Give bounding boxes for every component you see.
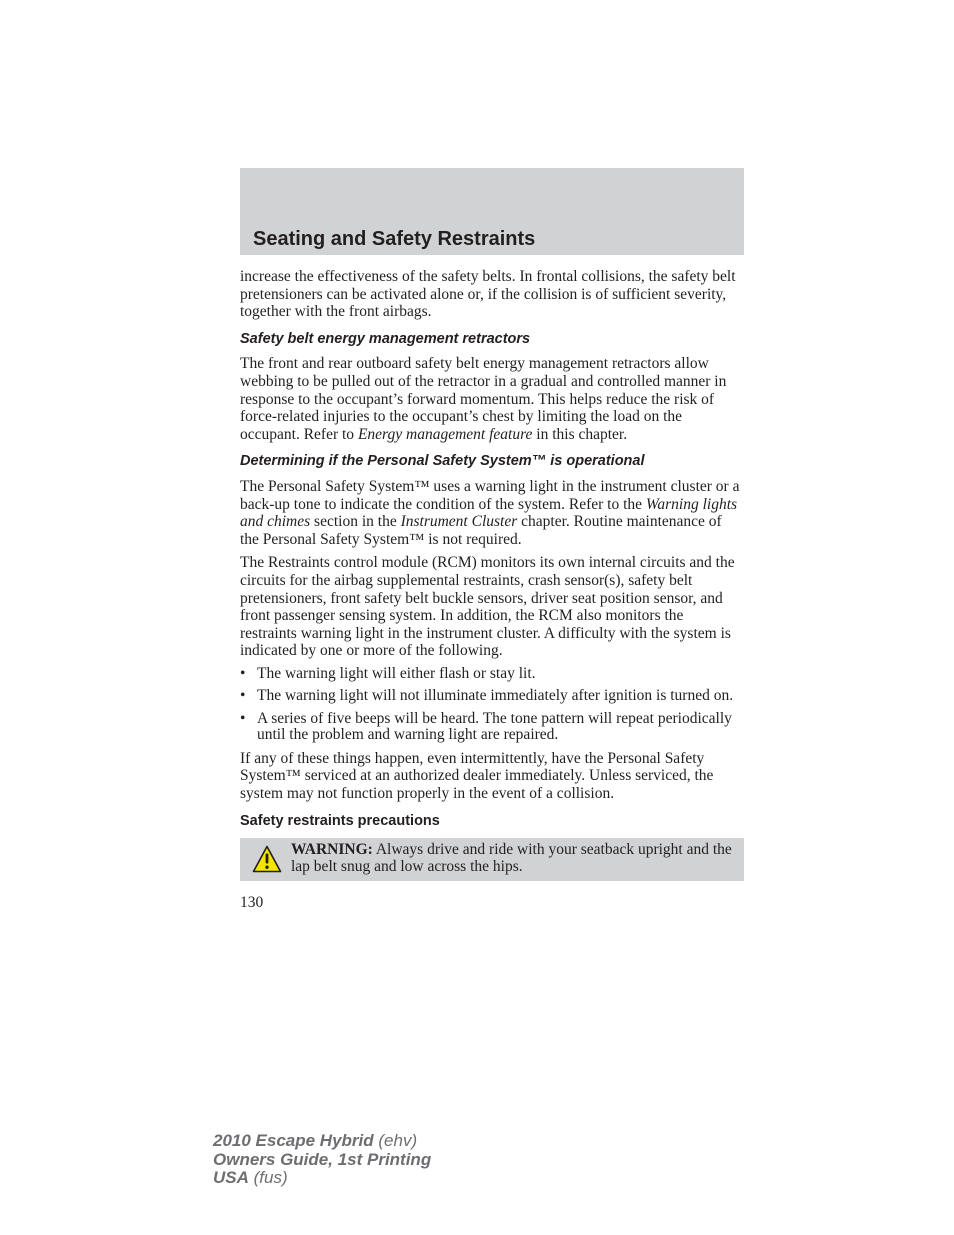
footer-line: Owners Guide, 1st Printing <box>213 1149 432 1169</box>
text-span: The front and rear outboard safety belt energy management retractors allow webbing to be pulled out of the retractor in a gradual and controlled manner in response to the occupant’s forward momentum. This helps reduce the risk of force-related injuries to the occupant’s chest by limiting the load on the occupant. Refer to <box>240 355 727 443</box>
warning-label: WARNING: <box>291 841 373 859</box>
bullet-symbol: • <box>240 687 246 705</box>
paragraph-personal-safety-system <box>240 478 744 548</box>
list-item-text: The warning light will either flash or stay lit. <box>257 664 536 682</box>
footer-model-code: (ehv) <box>373 1131 418 1150</box>
warning-message: Always drive and ride with your seatback upright and the lap belt snug and low across the hips. <box>291 841 732 876</box>
list-item <box>240 711 744 744</box>
list-item-text: The warning light will not illuminate immediately after ignition is turned on. <box>257 687 734 705</box>
bullet-symbol: • <box>240 664 246 682</box>
warning-text <box>291 841 734 875</box>
subheading-energy-management: Safety belt energy management retractors <box>240 330 531 347</box>
page-number: 130 <box>240 894 264 912</box>
footer-market: USA <box>213 1168 249 1187</box>
subheading-precautions: Safety restraints precautions <box>240 812 440 829</box>
paragraph-service-advice: If any of these things happen, even intermittently, have the Personal Safety System™ serviced at an authorized dealer immediately. Unless serviced, the system may not function properly in the event of a collision. <box>240 749 714 803</box>
page-content <box>240 268 744 912</box>
paragraph-intro: increase the effectiveness of the safety belts. In frontal collisions, the safety belt pretensioners can be activated alone or, if the collision is of sufficient severity, together with the front airbags. <box>240 268 736 321</box>
text-span: chapter. Routine maintenance of the Personal Safety System™ is not required. <box>240 513 722 548</box>
document-footer <box>213 1132 431 1188</box>
section-header-band <box>240 168 744 255</box>
bullet-symbol: • <box>240 709 246 727</box>
list-item <box>240 666 744 683</box>
footer-model: 2010 Escape Hybrid <box>213 1131 374 1150</box>
list-item-text: A series of five beeps will be heard. The tone pattern will repeat periodically until the problem and warning light are repaired. <box>257 709 732 744</box>
cross-reference: Instrument Cluster <box>400 513 518 531</box>
section-title: Seating and Safety Restraints <box>253 228 536 250</box>
text-span: section in the <box>310 513 401 531</box>
warning-triangle-icon <box>252 845 282 873</box>
footer-line <box>213 1169 431 1188</box>
symptom-list <box>240 666 744 744</box>
subheading-personal-safety-system: Determining if the Personal Safety System™ is operational <box>240 453 645 470</box>
footer-market-code: (fus) <box>248 1168 288 1187</box>
footer-line <box>213 1132 431 1151</box>
cross-reference: Warning lights and chimes <box>240 495 738 531</box>
text-span: The Personal Safety System™ uses a warning light in the instrument cluster or a back-up tone to indicate the condition of the system. Refer to the <box>240 477 740 513</box>
cross-reference: Energy management feature <box>357 425 533 443</box>
paragraph-energy-management <box>240 355 744 443</box>
list-item <box>240 688 744 705</box>
paragraph-rcm: The Restraints control module (RCM) monitors its own internal circuits and the circuits for the airbag supplemental restraints, crash sensor(s), safety belt pretensioners, front safety belt buckle sensors, driver seat position sensor, and front passenger sensing system. In addition, the RCM also monitors the restraints warning light in the instrument cluster. A difficulty with the system is indicated by one or more of the following. <box>240 554 735 660</box>
warning-box <box>240 838 744 881</box>
text-span: in this chapter. <box>532 425 628 443</box>
